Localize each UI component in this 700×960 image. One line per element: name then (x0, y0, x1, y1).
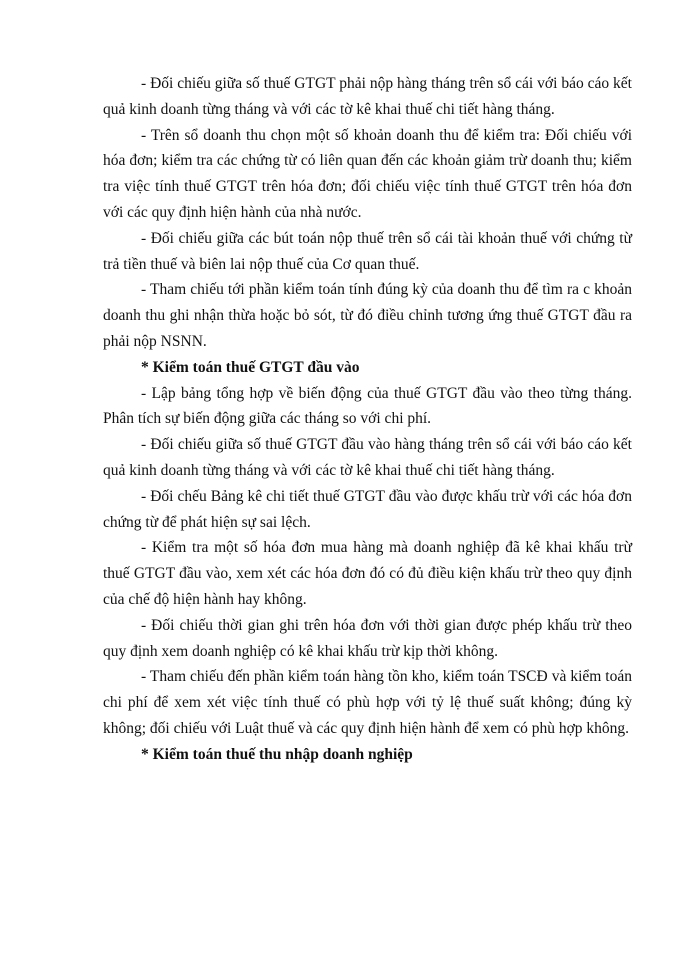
paragraph-tax-payment-reconciliation: - Đối chiếu giữa các bút toán nộp thuế trên sổ cái tài khoản thuế với chứng từ trả tiền thuế và biên lai nộp thuế của Cơ quan thuế. (103, 229, 632, 273)
paragraph-revenue-book-checks: - Trên sổ doanh thu chọn một số khoản doanh thu để kiểm tra: Đối chiếu với hóa đơn; kiểm tra các chứng từ có liên quan đến các khoản giảm trừ doanh thu; kiểm tra việc tính thuế GTGT trên hóa đơn; đối chiếu việc tính thuế GTGT trên hóa đơn với các quy định hiện hành của nhà nước. (103, 126, 632, 221)
paragraph-revenue-cutoff-reference: - Tham chiếu tới phần kiểm toán tính đúng kỳ của doanh thu để tìm ra c khoản doanh thu ghi nhận thừa hoặc bỏ sót, từ đó điều chỉnh tương ứng thuế GTGT đầu ra phải nộp NSNN. (103, 281, 632, 350)
heading-input-vat-audit: * Kiểm toán thuế GTGT đầu vào (141, 358, 360, 376)
paragraph-deductible-vat-list-check: - Đối chếu Bảng kê chi tiết thuế GTGT đầu vào được khấu trừ với các hóa đơn chứng từ để phát hiện sự sai lệch. (103, 487, 632, 531)
paragraph-invoice-timing-check: - Đối chiếu thời gian ghi trên hóa đơn với thời gian được phép khấu trừ theo quy định xem doanh nghiệp có kê khai khấu trừ kịp thời không. (103, 616, 632, 660)
heading-corporate-income-tax-audit: * Kiểm toán thuế thu nhập doanh nghiệp (141, 745, 413, 763)
paragraph-purchase-invoice-check: - Kiểm tra một số hóa đơn mua hàng mà doanh nghiệp đã kê khai khấu trừ thuế GTGT đầu vào, xem xét các hóa đơn đó có đủ điều kiện khấu trừ theo quy định của chế độ hiện hành hay không. (103, 539, 632, 608)
paragraph-output-vat-ledger-reconciliation: - Đối chiếu giữa số thuế GTGT phải nộp hàng tháng trên sổ cái với báo cáo kết quả kinh doanh từng tháng và với các tờ kê khai thuế chi tiết hàng tháng. (103, 75, 632, 118)
paragraph-input-vat-summary: - Lập bảng tổng hợp về biến động của thuế GTGT đầu vào theo từng tháng. Phân tích sự biến động giữa các tháng so với chi phí. (103, 384, 632, 428)
paragraph-cross-reference-inventory-assets: - Tham chiếu đến phần kiểm toán hàng tồn kho, kiểm toán TSCĐ và kiểm toán chi phí để xem xét việc tính thuế có phù hợp với tỷ lệ thuế suất không; đúng kỳ không; đối chiếu với Luật thuế và các quy định hiện hành để xem có phù hợp không. (103, 668, 632, 737)
paragraph-input-vat-ledger-reconciliation: - Đối chiếu giữa số thuế GTGT đầu vào hàng tháng trên sổ cái với báo cáo kết quả kinh doanh từng tháng và với các tờ kê khai thuế chi tiết hàng tháng. (103, 436, 632, 479)
document-body (103, 71, 632, 768)
